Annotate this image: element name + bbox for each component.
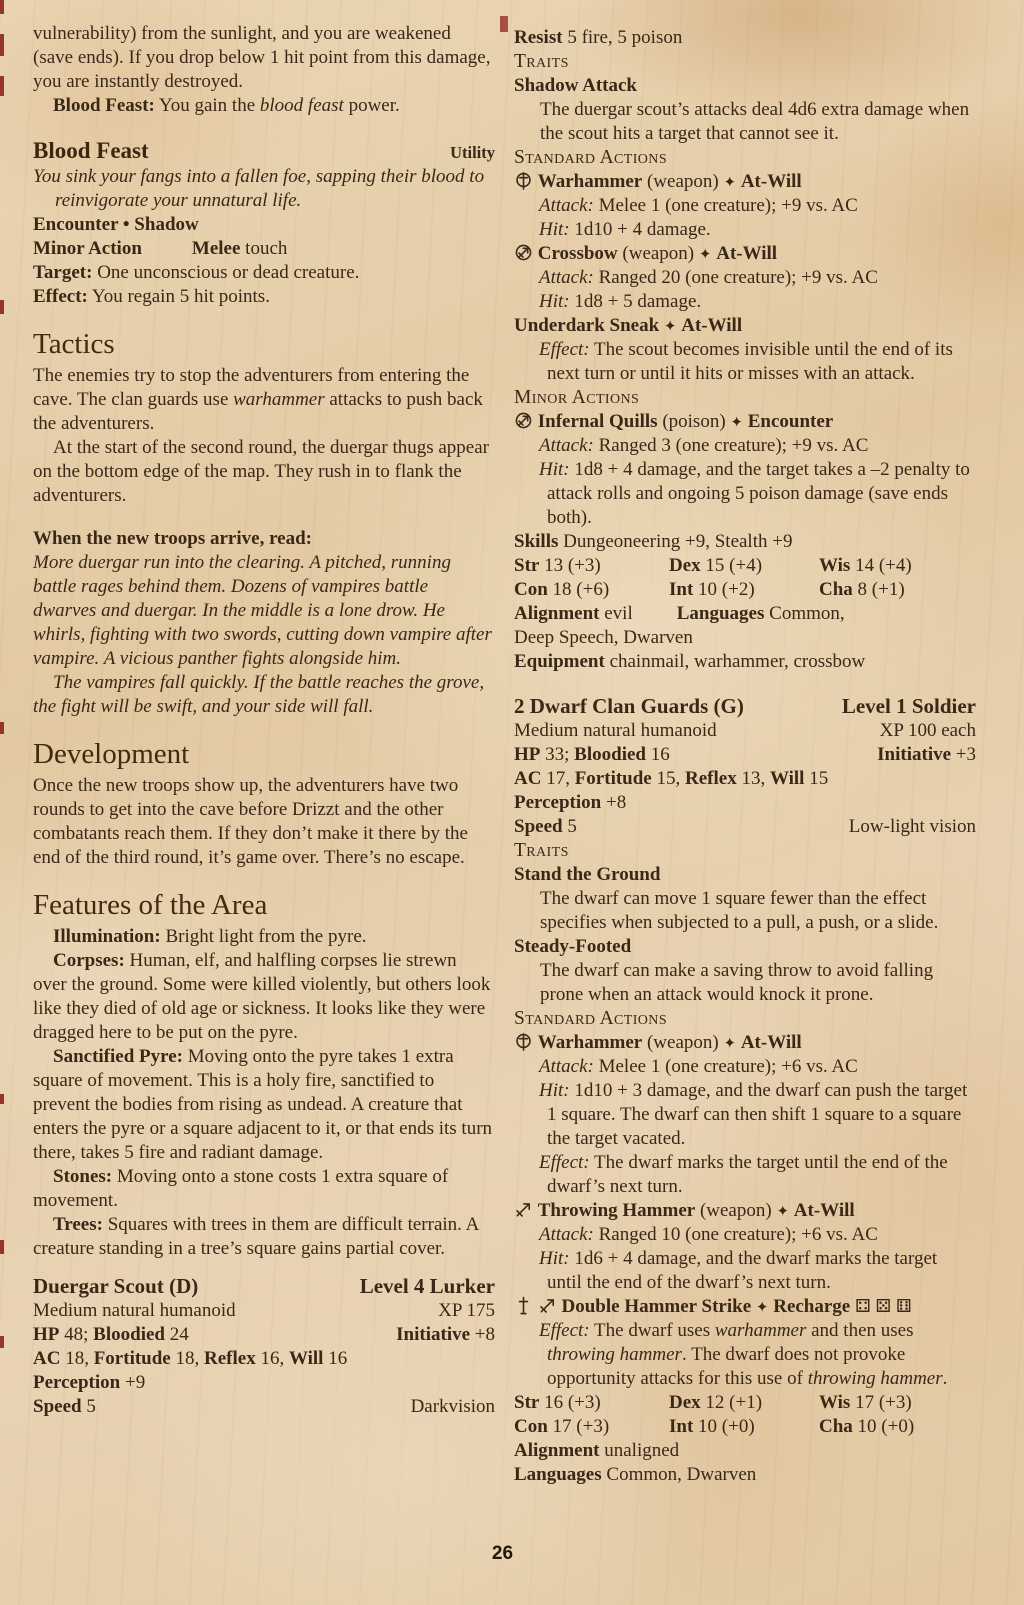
stat-row [514, 743, 976, 767]
speed-value: Speed 5 [33, 1396, 96, 1417]
blood-feast-gain-line: Blood Feast: You gain the blood feast power. [53, 95, 400, 116]
feature-trees: Trees: Squares with trees in them are difficult terrain. A creature standing in a tree’s square gains partial cover. [33, 1214, 479, 1259]
trait-steady-footed-name: Steady-Footed [514, 936, 632, 957]
page-edge-mark [0, 34, 4, 56]
standard-actions-label: Standard Actions [514, 147, 668, 168]
stat-row [514, 719, 976, 743]
power-type-label: Utility [450, 143, 495, 162]
alignment-languages-line: Alignment evil Languages Common, [514, 603, 845, 624]
vision-value: Low-light vision [848, 816, 976, 837]
trait-steady-footed-desc: The dwarf can make a saving throw to avoid falling prone when an attack would knock it prone. [540, 960, 934, 1005]
power-title: Blood Feast [33, 138, 149, 163]
hit-line: Hit: 1d8 + 5 damage. [539, 291, 702, 312]
power-warhammer-line: Warhammer (weapon) ✦ At-Will [514, 170, 976, 194]
right-column [514, 26, 976, 1487]
con-score: Con 17 (+3) [514, 1416, 610, 1437]
read-aloud-paragraph-1: More duergar run into the clearing. A pitched, running battle rages behind them. Dozens of vampires battle dwarves and duergar. In the middle is a lone drow. He whirls, fighting with two swords, cutting down vampire after vampire. A vicious panther fights alongside him. [33, 552, 492, 669]
tactics-paragraph-2: At the start of the second round, the duergar thugs appear on the bottom edge of the map. They rush in to flank the adventurers. [33, 437, 489, 506]
tactics-paragraph-1: The enemies try to stop the adventurers from entering the cave. The clan guards use warhammer attacks to push back the adventurers. [33, 365, 483, 434]
hit-line: Hit: 1d8 + 4 damage, and the target takes a –2 penalty to attack rolls and ongoing 5 poison damage (save ends both). [539, 459, 970, 528]
tactics-heading: Tactics [33, 328, 115, 360]
power-infernal-quills-line: Infernal Quills (poison) ✦ Encounter [514, 410, 976, 434]
development-paragraph: Once the new troops show up, the adventurers have two rounds to get into the cave before Drizzt and the other combatants reach them. If they don’t make it there by the end of the third round, it’s game over. There’s no escape. [33, 775, 468, 868]
defenses-line: AC 17, Fortitude 15, Reflex 13, Will 15 [514, 768, 829, 789]
feature-corpses: Corpses: Human, elf, and halfling corpses lie strewn over the ground. Some were killed violently, but others look like they died of old age or sickness. It looks like they were dragged here to be put on the pyre. [33, 950, 491, 1043]
duergar-scout-stat-block [33, 1273, 495, 1419]
monster-type: Medium natural humanoid [33, 1300, 236, 1321]
monster-name: 2 Dwarf Clan Guards (G) [514, 694, 744, 718]
alignment-line: Alignment unaligned [514, 1440, 680, 1461]
str-score: Str 13 (+3) [514, 555, 601, 576]
monster-xp: XP 100 each [879, 720, 976, 741]
power-underdark-sneak-line: Underdark Sneak ✦ At-Will [514, 315, 743, 336]
page-edge-mark [0, 722, 4, 734]
ranged-basic-attack-icon [514, 243, 533, 262]
ability-scores-row [514, 554, 976, 578]
stat-block-header [33, 1273, 495, 1299]
monster-level: Level 1 Soldier [841, 694, 976, 718]
monster-level: Level 4 Lurker [359, 1274, 495, 1298]
page-edge-mark [0, 1094, 4, 1104]
initiative-value: Initiative +8 [396, 1324, 495, 1345]
stat-row [33, 1395, 495, 1419]
power-header [33, 137, 495, 165]
monster-name: Duergar Scout (D) [33, 1274, 199, 1298]
trait-shadow-attack-name: Shadow Attack [514, 75, 637, 96]
dex-score: Dex 15 (+4) [669, 555, 763, 576]
feature-stones: Stones: Moving onto a stone costs 1 extra square of movement. [33, 1166, 449, 1211]
str-score: Str 16 (+3) [514, 1392, 601, 1413]
attack-line: Attack: Melee 1 (one creature); +9 vs. AC [539, 195, 858, 216]
page-number: 26 [491, 1543, 514, 1564]
read-aloud-lead: When the new troops arrive, read: [33, 528, 312, 549]
power-keywords-line: Encounter • Shadow [33, 214, 199, 235]
monster-type: Medium natural humanoid [514, 720, 717, 741]
resist-line: Resist 5 fire, 5 poison [514, 27, 683, 48]
hit-line: Hit: 1d10 + 4 damage. [539, 219, 711, 240]
melee-basic-attack-icon [514, 1032, 533, 1051]
power-flavor-text: You sink your fangs into a fallen foe, sapping their blood to reinvigorate your unnatural life. [33, 166, 485, 211]
melee-attack-icon [514, 1296, 533, 1315]
traits-section-label: Traits [514, 840, 569, 861]
initiative-value: Initiative +3 [877, 744, 976, 765]
left-column [33, 22, 495, 1419]
wis-score: Wis 17 (+3) [819, 1392, 912, 1413]
languages-continuation: Deep Speech, Dwarven [514, 627, 693, 648]
page-edge-mark [0, 0, 4, 14]
con-score: Con 18 (+6) [514, 579, 610, 600]
trait-stand-the-ground-desc: The dwarf can move 1 square fewer than the effect specifies when subjected to a pull, a push, or a slide. [540, 888, 939, 933]
ranged-attack-icon [514, 1200, 533, 1219]
trait-shadow-attack-desc: The duergar scout’s attacks deal 4d6 extra damage when the scout hits a target that cannot see it. [540, 99, 970, 144]
ranged-attack-icon [538, 1296, 557, 1315]
hp-value: HP 48; Bloodied 24 [33, 1324, 189, 1345]
blood-feast-power-block [33, 137, 495, 309]
cha-score: Cha 10 (+0) [819, 1416, 915, 1437]
page-edge-mark [0, 1240, 4, 1254]
development-heading: Development [33, 738, 190, 770]
page-edge-mark [0, 76, 4, 96]
hit-line: Hit: 1d6 + 4 damage, and the dwarf marks the target until the end of the dwarf’s next turn. [539, 1248, 938, 1293]
attack-line: Attack: Ranged 20 (one creature); +9 vs. AC [539, 267, 878, 288]
int-score: Int 10 (+2) [669, 579, 755, 600]
features-heading: Features of the Area [33, 889, 268, 921]
dwarf-clan-guards-stat-block [514, 693, 976, 1487]
power-warhammer-line: Warhammer (weapon) ✦ At-Will [514, 1031, 976, 1055]
power-effect-line: Effect: You regain 5 hit points. [33, 286, 270, 307]
perception-line: Perception +8 [514, 792, 627, 813]
page-edge-mark [0, 300, 4, 314]
ability-scores-row [514, 1415, 976, 1439]
power-target-line: Target: One unconscious or dead creature. [33, 262, 360, 283]
defenses-line: AC 18, Fortitude 18, Reflex 16, Will 16 [33, 1348, 348, 1369]
ability-scores-row [514, 578, 976, 602]
wis-score: Wis 14 (+4) [819, 555, 912, 576]
attack-line: Attack: Ranged 3 (one creature); +9 vs. AC [539, 435, 869, 456]
hp-value: HP 33; Bloodied 16 [514, 744, 670, 765]
power-double-hammer-strike-line: Double Hammer Strike ✦ Recharge ⚃ ⚄ ⚅ [514, 1295, 976, 1319]
hit-line: Hit: 1d10 + 3 damage, and the dwarf can push the target 1 square. The dwarf can then shift 1 square to a square the target vacated. [539, 1080, 968, 1149]
gutter-ink-mark [500, 16, 508, 32]
int-score: Int 10 (+0) [669, 1416, 755, 1437]
effect-line: Effect: The dwarf marks the target until the end of the dwarf’s next turn. [539, 1152, 948, 1197]
power-throwing-hammer-line: Throwing Hammer (weapon) ✦ At-Will [514, 1199, 976, 1223]
read-aloud-block [33, 527, 495, 719]
intro-paragraph: vulnerability) from the sunlight, and you are weakened (save ends). If you drop below 1 hit point from this damage, you are instantly destroyed. [33, 23, 491, 92]
effect-line: Effect: The dwarf uses warhammer and then uses throwing hammer. The dwarf does not provoke opportunity attacks for this use of throwing hammer. [539, 1320, 948, 1389]
trait-stand-the-ground-name: Stand the Ground [514, 864, 661, 885]
speed-value: Speed 5 [514, 816, 577, 837]
standard-actions-label: Standard Actions [514, 1008, 668, 1029]
perception-line: Perception +9 [33, 1372, 146, 1393]
feature-sanctified-pyre: Sanctified Pyre: Moving onto the pyre takes 1 extra square of movement. This is a holy fire, sanctified to prevent the bodies from rising as undead. A creature that enters the pyre or a square adjacent to it, or that ends its turn there, takes 5 fire and radiant damage. [33, 1046, 493, 1163]
equipment-line: Equipment chainmail, warhammer, crossbow [514, 651, 866, 672]
attack-line: Attack: Melee 1 (one creature); +6 vs. AC [539, 1056, 858, 1077]
traits-section-label: Traits [514, 51, 569, 72]
power-action-line: Minor Action Melee touch [33, 238, 288, 259]
skills-line: Skills Dungeoneering +9, Stealth +9 [514, 531, 793, 552]
languages-line: Languages Common, Dwarven [514, 1464, 757, 1485]
ability-scores-row [514, 1391, 976, 1415]
ranged-basic-attack-icon [514, 411, 533, 430]
dex-score: Dex 12 (+1) [669, 1392, 763, 1413]
stat-row [514, 815, 976, 839]
stat-row [33, 1299, 495, 1323]
minor-actions-label: Minor Actions [514, 387, 640, 408]
effect-line: Effect: The scout becomes invisible until the end of its next turn or until it hits or misses with an attack. [539, 339, 953, 384]
read-aloud-paragraph-2: The vampires fall quickly. If the battle reaches the grove, the fight will be swift, and your side will fall. [33, 672, 485, 717]
stat-row [33, 1323, 495, 1347]
page-edge-mark [0, 1336, 4, 1348]
stat-block-header [514, 693, 976, 719]
power-crossbow-line: Crossbow (weapon) ✦ At-Will [514, 242, 976, 266]
melee-basic-attack-icon [514, 171, 533, 190]
cha-score: Cha 8 (+1) [819, 579, 905, 600]
attack-line: Attack: Ranged 10 (one creature); +6 vs. AC [539, 1224, 878, 1245]
vision-value: Darkvision [410, 1396, 495, 1417]
feature-illumination: Illumination: Bright light from the pyre. [53, 926, 367, 947]
monster-xp: XP 175 [438, 1300, 495, 1321]
